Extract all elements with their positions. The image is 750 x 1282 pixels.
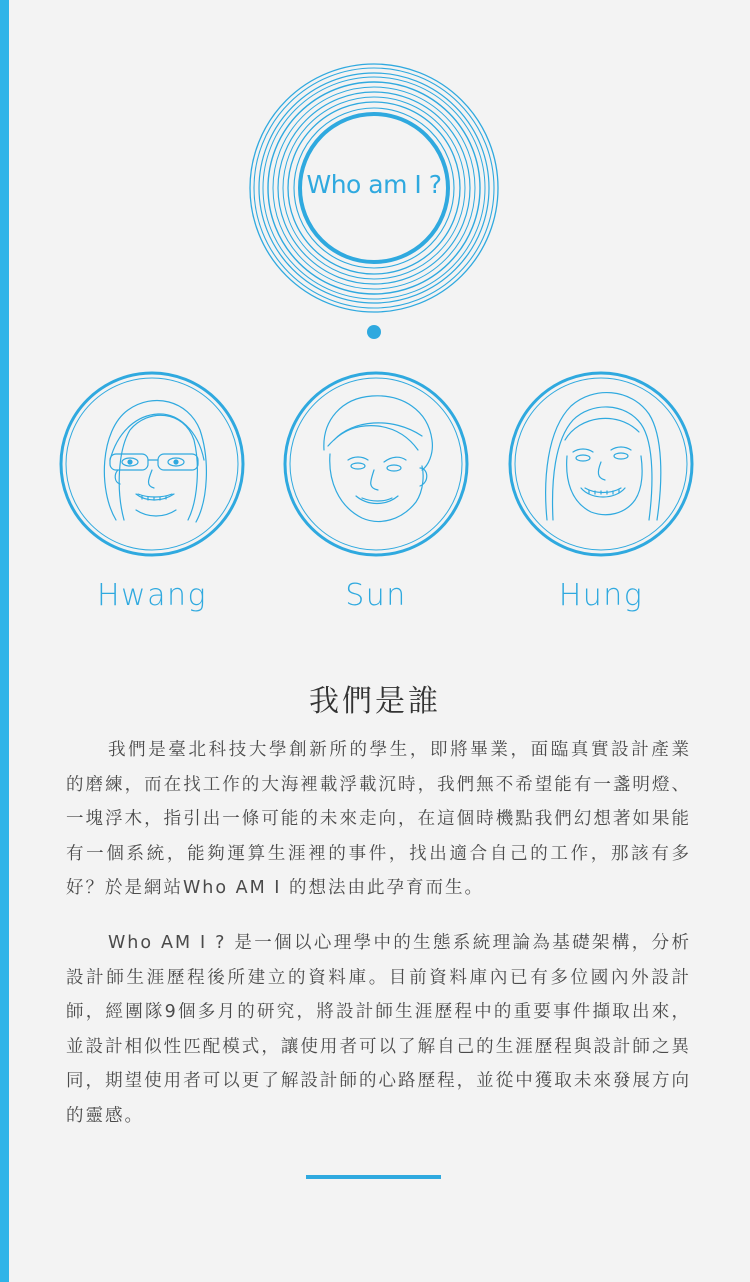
divider bbox=[306, 1175, 441, 1179]
logo[interactable] bbox=[246, 60, 502, 316]
member-card-hwang[interactable] bbox=[58, 370, 246, 613]
member-name: Hung bbox=[558, 578, 644, 613]
left-accent-bar bbox=[0, 0, 9, 1282]
carousel-dot[interactable] bbox=[367, 325, 381, 339]
member-name: Hwang bbox=[97, 578, 207, 613]
about-paragraph: 我們是臺北科技大學創新所的學生，即將畢業，面臨真實設計產業的磨練，而在找工作的大海裡載浮載沉時，我們無不希望能有一盞明燈、一塊浮木，指引出一條可能的未來走向，在這個時機點我們幻想著如果能有一個系統，能夠運算生涯裡的事件，找出適合自己的工作，那該有多好？於是網站Who AM I 的想法由此孕育而生。 bbox=[66, 740, 691, 898]
portrait-long-hair-icon bbox=[507, 370, 695, 558]
portrait-glasses-icon bbox=[58, 370, 246, 558]
portrait-short-hair-icon bbox=[282, 370, 470, 558]
member-card-sun[interactable] bbox=[282, 370, 470, 613]
logo-text: Who am I ? bbox=[306, 170, 442, 199]
section-title: 我們是誰 bbox=[309, 684, 441, 719]
about-paragraph: Who AM I ? 是一個以心理學中的生態系統理論為基礎架構，分析設計師生涯歷程後所建立的資料庫。目前資料庫內已有多位國內外設計師，經團隊9個多月的研究，將設計師生涯歷程中的重要事件擷取出來，並設計相似性匹配模式，讓使用者可以了解自己的生涯歷程與設計師之異同，期望使用者可以更了解設計師的心路歷程，並從中獲取未來發展方向的靈感。 bbox=[66, 933, 691, 1126]
member-name: Sun bbox=[345, 578, 407, 613]
member-card-hung[interactable] bbox=[507, 370, 695, 613]
